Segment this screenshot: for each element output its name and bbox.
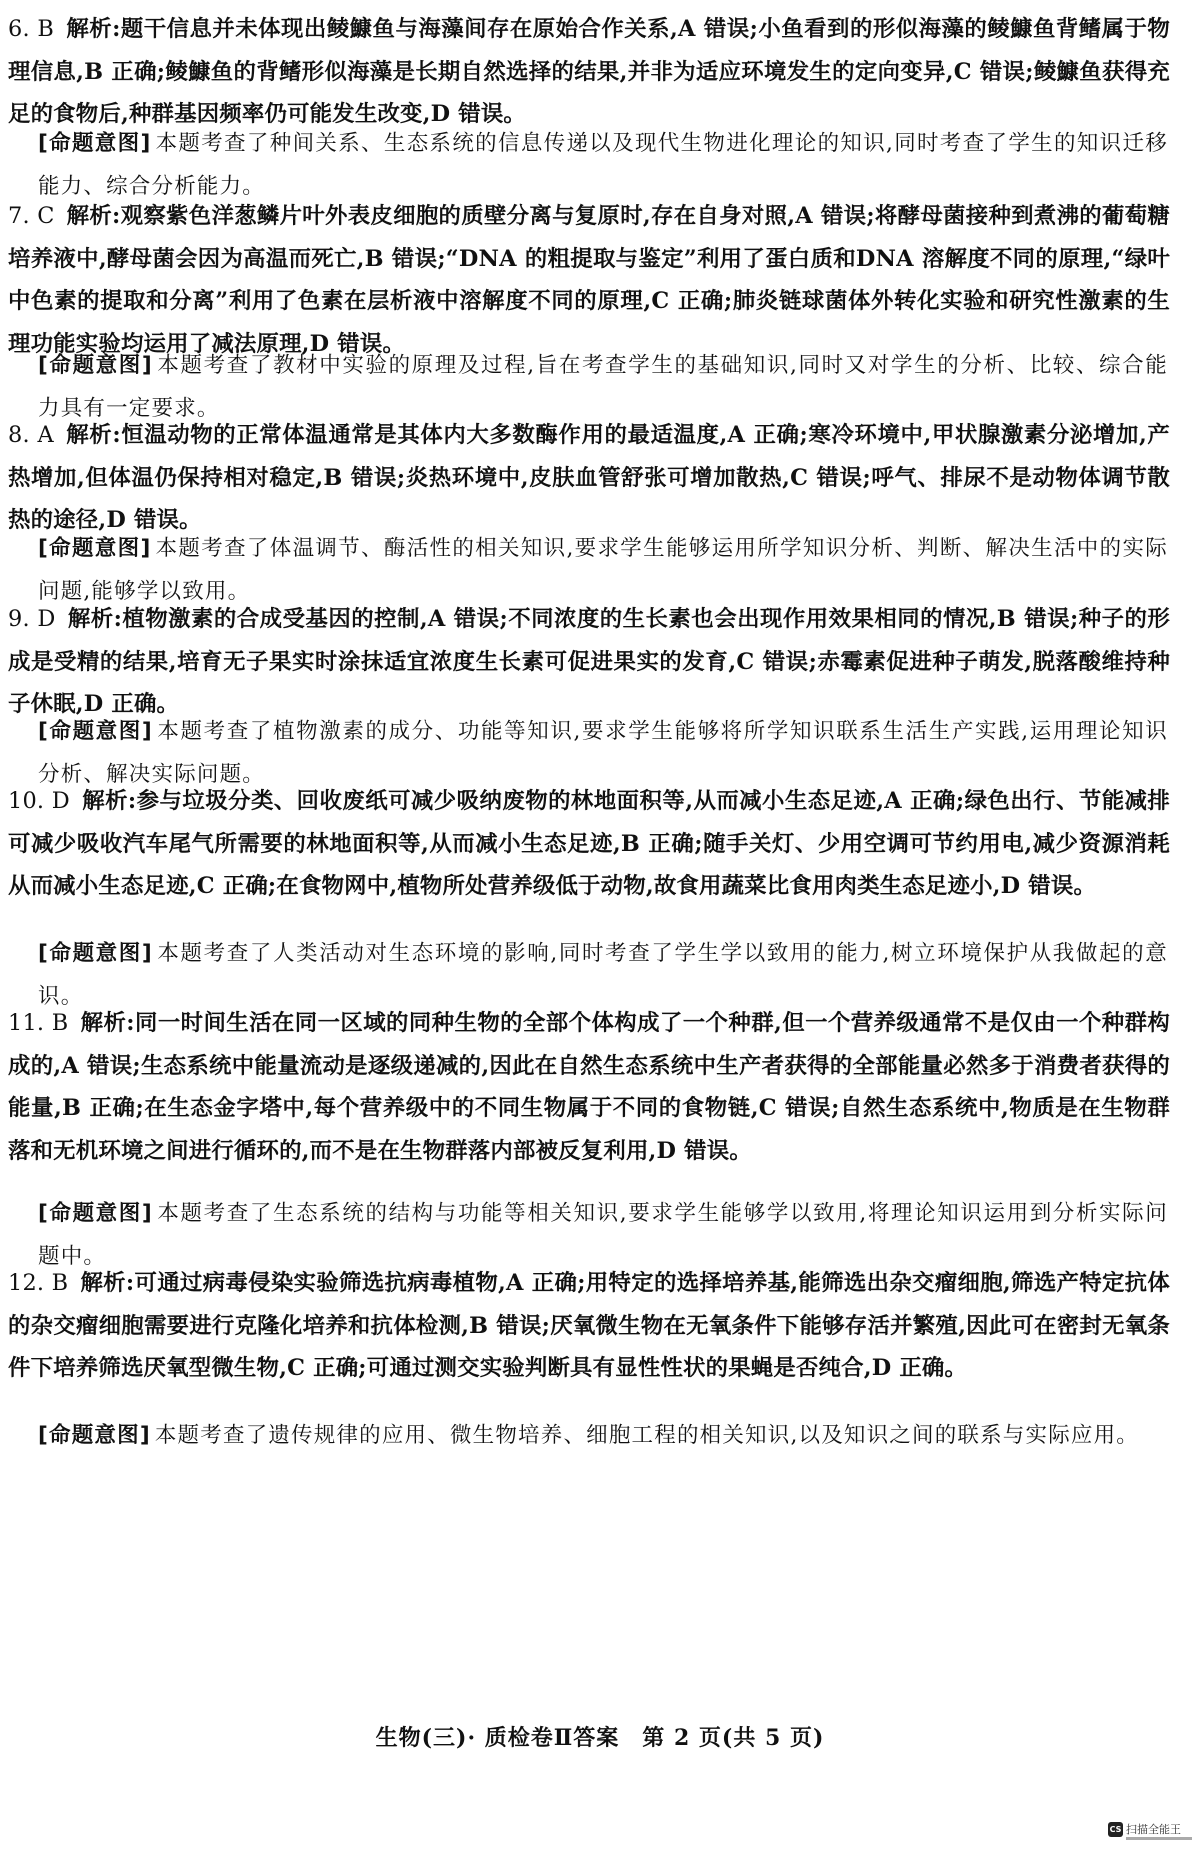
answer-12 — [8, 1262, 1170, 1390]
intent-label: [命题意图] — [38, 1423, 151, 1448]
answer-label: 解析: — [66, 16, 121, 42]
intent-text: 本题考查了植物激素的成分、功能等知识,要求学生能够将所学知识联系生活生产实践,运用理论知识分析、解决实际问题。 — [38, 719, 1168, 787]
answer-10 — [8, 780, 1170, 908]
answer-6 — [8, 8, 1170, 136]
scanner-watermark — [1108, 1822, 1194, 1848]
answer-text: 恒温动物的正常体温通常是其体内大多数酶作用的最适温度,A 正确;寒冷环境中,甲状腺激素分泌增加,产热增加,但体温仍保持相对稳定,B 错误;炎热环境中,皮肤血管舒张可增加散热,C 错误;呼气、排尿不是动物体调节散热的途径,D 错误。 — [8, 422, 1170, 533]
answer-label: 解析: — [81, 788, 137, 814]
answer-7 — [8, 195, 1170, 365]
intent-text: 本题考查了人类活动对生态环境的影响,同时考查了学生学以致用的能力,树立环境保护从我做起的意识。 — [38, 941, 1168, 1009]
answer-11 — [8, 1002, 1170, 1172]
intent-text: 本题考查了种间关系、生态系统的信息传递以及现代生物进化理论的知识,同时考查了学生的知识迁移能力、综合分析能力。 — [38, 131, 1168, 199]
intent-label: [命题意图] — [38, 131, 152, 156]
intent-text: 本题考查了生态系统的结构与功能等相关知识,要求学生能够学以致用,将理论知识运用到分析实际问题中。 — [38, 1201, 1168, 1269]
intent-text: 本题考查了教材中实验的原理及过程,旨在考查学生的基础知识,同时又对学生的分析、比较、综合能力具有一定要求。 — [38, 353, 1168, 421]
answer-8 — [8, 414, 1170, 542]
answer-label: 解析: — [80, 1270, 135, 1296]
answer-text: 同一时间生活在同一区域的同种生物的全部个体构成了一个种群,但一个营养级通常不是仅由一个种群构成的,A 错误;生态系统中能量流动是逐级递减的,因此在自然生态系统中生产者获得的全部能量必然多于消费者获得的能量,B 正确;在生态金字塔中,每个营养级中的不同生物属于不同的食物链,C 错误;自然生态系统中,物质是在生物群落和无机环境之间进行循环的,而不是在生物群落内部被反复利用,D 错误。 — [8, 1010, 1170, 1164]
answer-number: 12. B — [8, 1270, 69, 1296]
answer-label: 解析: — [66, 203, 121, 229]
intent-12 — [38, 1414, 1168, 1457]
answer-text: 可通过病毒侵染实验筛选抗病毒植物,A 正确;用特定的选择培养基,能筛选出杂交瘤细胞,筛选产特定抗体的杂交瘤细胞需要进行克隆化培养和抗体检测,B 错误;厌氧微生物在无氧条件下能够存活并繁殖,因此可在密封无氧条件下培养筛选厌氧型微生物,C 正确;可通过测交实验判断具有显性性状的果蝇是否纯合,D 正确。 — [8, 1270, 1170, 1381]
answer-text: 参与垃圾分类、回收废纸可减少吸纳废物的林地面积等,从而减小生态足迹,A 正确;绿色出行、节能减排可减少吸收汽车尾气所需要的林地面积等,从而减小生态足迹,B 正确;随手关灯、少用空调可节约用电,减少资源消耗从而减小生态足迹,C 正确;在食物网中,植物所处营养级低于动物,故食用蔬菜比食用肉类生态足迹小,D 错误。 — [8, 788, 1171, 899]
answer-label: 解析: — [80, 1010, 135, 1036]
answer-number: 7. C — [8, 203, 55, 229]
page-footer: 生物(三)· 质检卷Ⅱ答案 第 2 页(共 5 页) — [375, 1725, 825, 1751]
intent-label: [命题意图] — [38, 536, 152, 561]
answer-text: 观察紫色洋葱鳞片叶外表皮细胞的质壁分离与复原时,存在自身对照,A 错误;将酵母菌接种到煮沸的葡萄糖培养液中,酵母菌会因为高温而死亡,B 错误;“DNA 的粗提取与鉴定”利用了蛋白质和DNA 溶解度不同的原理,“绿叶中色素的提取和分离”利用了色素在层析液中溶解度不同的原理,C 正确;肺炎链球菌体外转化实验和研究性激素的生理功能实验均运用了减法原理,D 错误。 — [8, 203, 1170, 357]
answer-number: 11. B — [8, 1010, 69, 1036]
answer-text: 题干信息并未体现出鲮鱇鱼与海藻间存在原始合作关系,A 错误;小鱼看到的形似海藻的鲮鱇鱼背鳍属于物理信息,B 正确;鲮鱇鱼的背鳍形似海藻是长期自然选择的结果,并非为适应环境发生的定向变异,C 错误;鲮鱇鱼获得充足的食物后,种群基因频率仍可能发生改变,D 错误。 — [8, 16, 1171, 127]
intent-label: [命题意图] — [38, 719, 153, 744]
watermark-underline — [1126, 1837, 1192, 1840]
answer-number: 10. D — [8, 788, 70, 814]
intent-text: 本题考查了体温调节、酶活性的相关知识,要求学生能够运用所学知识分析、判断、解决生活中的实际问题,能够学以致用。 — [38, 536, 1168, 604]
intent-text: 本题考查了遗传规律的应用、微生物培养、细胞工程的相关知识,以及知识之间的联系与实际应用。 — [154, 1423, 1139, 1448]
answer-text: 植物激素的合成受基因的控制,A 错误;不同浓度的生长素也会出现作用效果相同的情况,B 错误;种子的形成是受精的结果,培育无子果实时涂抹适宜浓度生长素可促进果实的发育,C 错误;赤霉素促进种子萌发,脱落酸维持种子休眠,D 正确。 — [8, 606, 1170, 717]
scanner-watermark-text: 扫描全能王 — [1126, 1823, 1181, 1836]
camscanner-icon: CS — [1108, 1822, 1123, 1837]
answer-number: 9. D — [8, 606, 56, 632]
answer-9 — [8, 598, 1170, 726]
answer-label: 解析: — [67, 606, 123, 632]
intent-label: [命题意图] — [38, 941, 153, 966]
answer-number: 6. B — [8, 16, 55, 42]
intent-label: [命题意图] — [38, 1201, 153, 1226]
answer-number: 8. A — [8, 422, 54, 448]
answer-label: 解析: — [65, 422, 121, 448]
intent-label: [命题意图] — [38, 353, 153, 378]
